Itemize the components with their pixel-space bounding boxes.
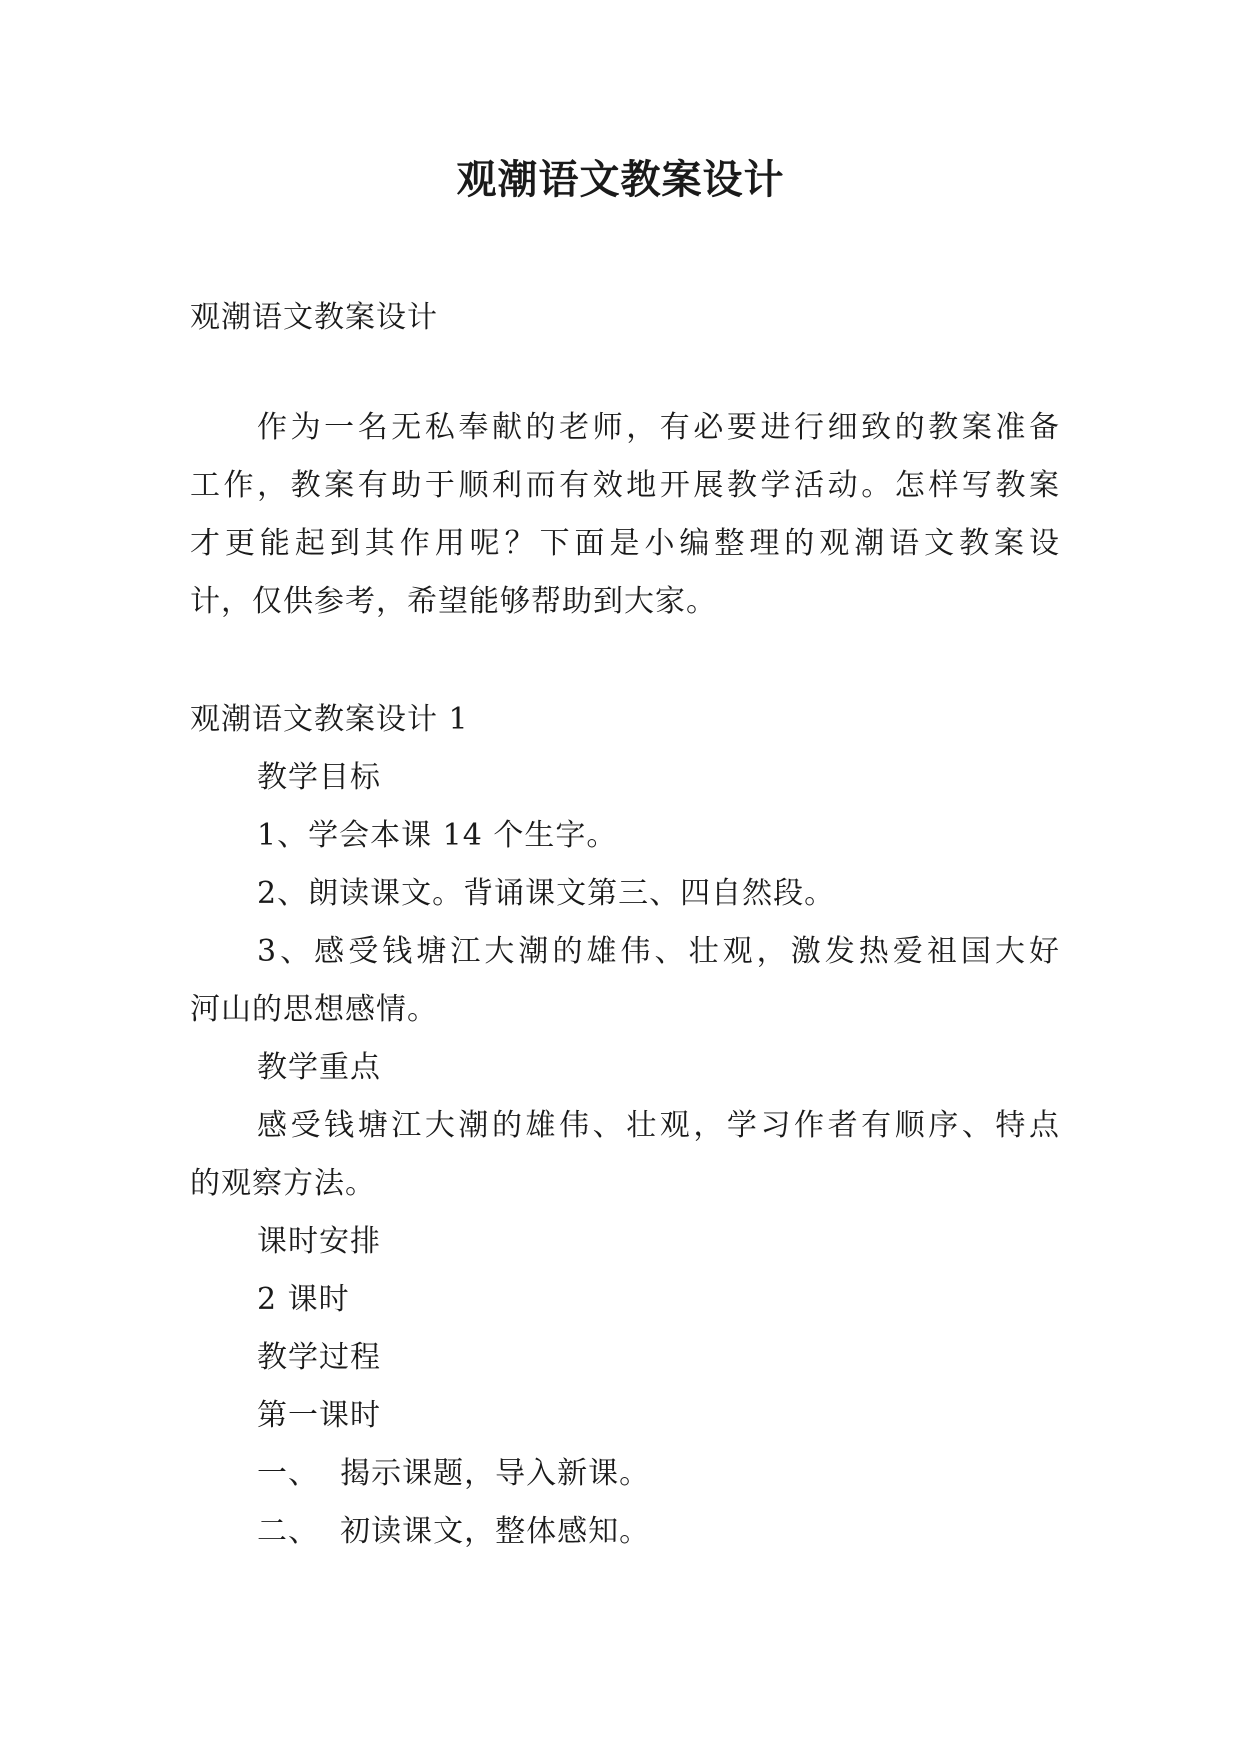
intro-line-2: 工作，教案有助于顺利而有效地开展教学活动。怎样写教案 bbox=[190, 468, 1060, 503]
document-subtitle: 观潮语文教案设计 bbox=[190, 300, 438, 335]
intro-line-4: 计，仅供参考，希望能够帮助到大家。 bbox=[190, 584, 717, 619]
document-title: 观潮语文教案设计 bbox=[456, 157, 785, 203]
step-2: 二、 初读课文，整体感知。 bbox=[257, 1514, 651, 1549]
heading-teaching-goals: 教学目标 bbox=[257, 760, 381, 795]
focus-text: 感受钱塘江大潮的雄伟、壮观，学习作者有顺序、特点 bbox=[257, 1108, 1060, 1143]
goal-item-2: 2、朗读课文。背诵课文第三、四自然段。 bbox=[257, 876, 836, 911]
goal-item-3-cont: 河山的思想感情。 bbox=[190, 992, 438, 1027]
heading-teaching-focus: 教学重点 bbox=[257, 1050, 381, 1085]
step-1: 一、 揭示课题，导入新课。 bbox=[257, 1456, 651, 1491]
class-hours: 2 课时 bbox=[257, 1282, 350, 1317]
intro-line-3: 才更能起到其作用呢？下面是小编整理的观潮语文教案设 bbox=[190, 526, 1060, 561]
goal-item-1: 1、学会本课 14 个生字。 bbox=[257, 818, 618, 853]
heading-class-schedule: 课时安排 bbox=[257, 1224, 381, 1259]
goal-item-3: 3、感受钱塘江大潮的雄伟、壮观，激发热爱祖国大好 bbox=[257, 934, 1060, 969]
intro-line-1: 作为一名无私奉献的老师，有必要进行细致的教案准备 bbox=[257, 410, 1060, 445]
section-heading: 观潮语文教案设计 1 bbox=[190, 702, 469, 737]
heading-first-lesson: 第一课时 bbox=[257, 1398, 381, 1433]
heading-teaching-process: 教学过程 bbox=[257, 1340, 381, 1375]
focus-text-cont: 的观察方法。 bbox=[190, 1166, 376, 1201]
